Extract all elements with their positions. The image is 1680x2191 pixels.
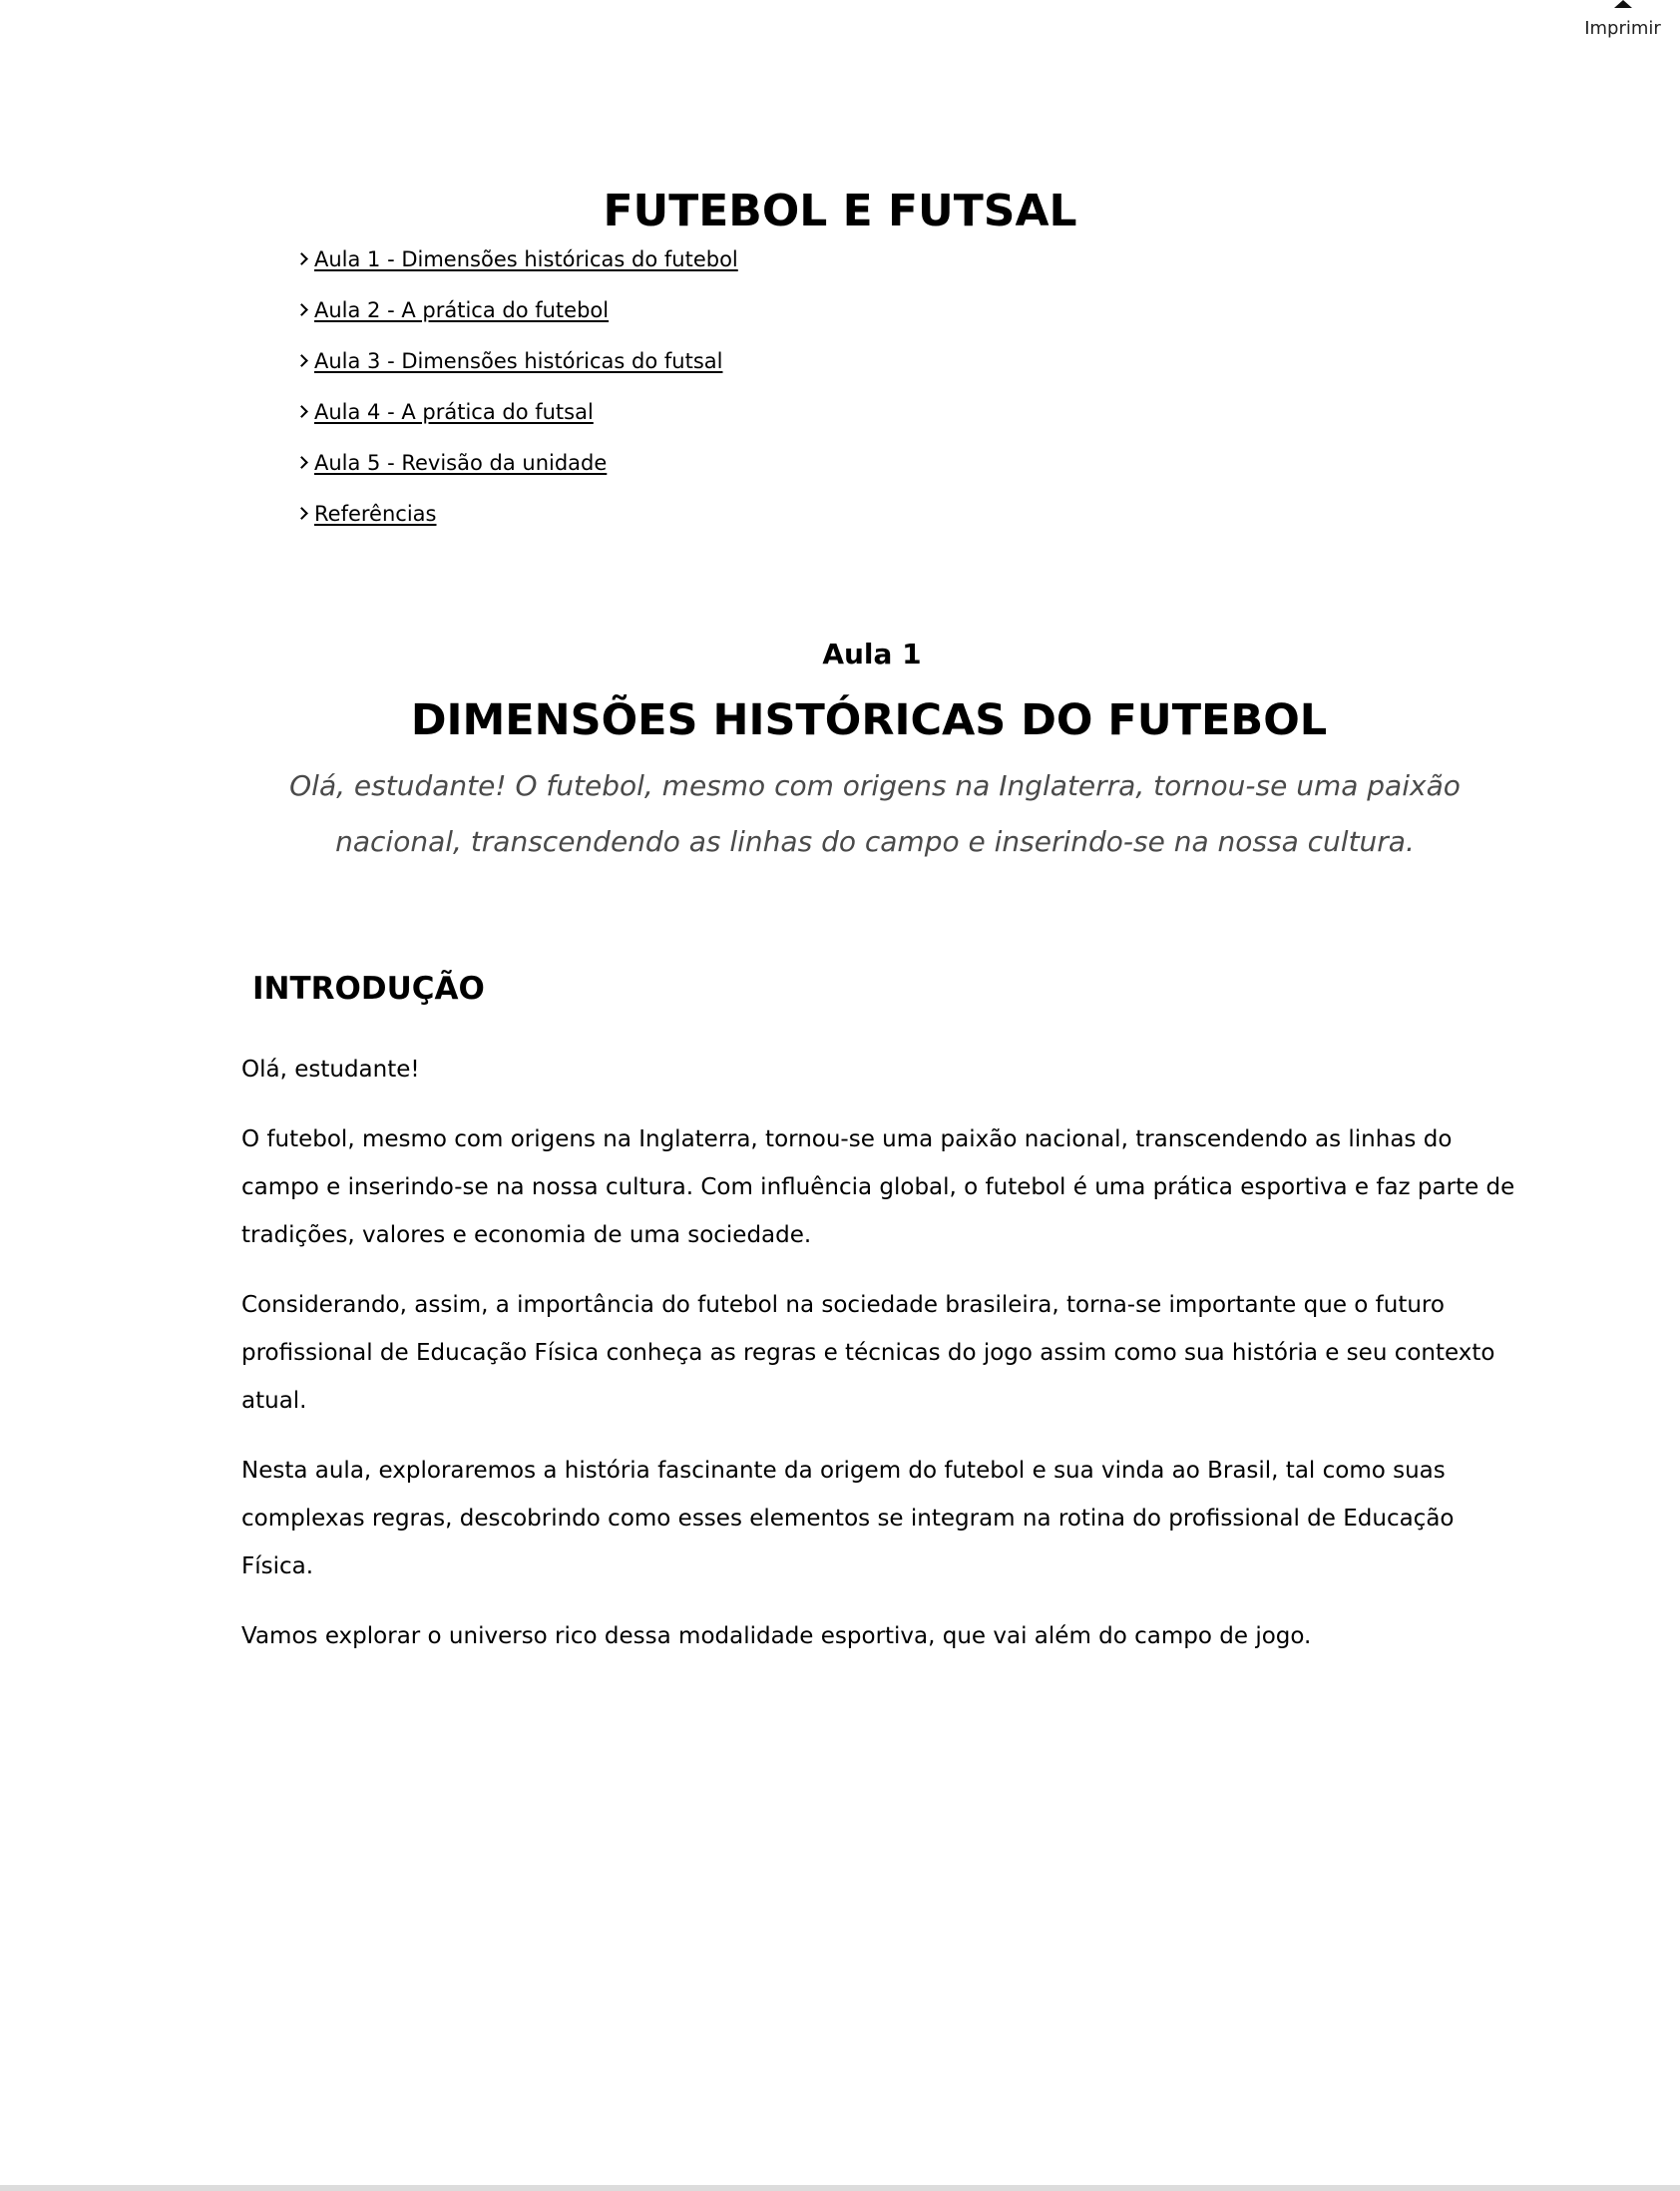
chevron-right-icon (295, 405, 308, 418)
bottom-bar (0, 2185, 1680, 2191)
intro-paragraph: Nesta aula, exploraremos a história fascinante da origem do futebol e sua vinda ao Brasil, tal como suas complexas regras, descobrindo como esses elementos se integram na rotina do profissional de Educação Física. (241, 1458, 1455, 1579)
course-title: FUTEBOL E FUTSAL (603, 186, 1077, 236)
lesson-label: Aula 1 (822, 638, 922, 670)
lesson-subtitle: Olá, estudante! O futebol, mesmo com origens na Inglaterra, tornou-se uma paixão nacional, transcendendo as linhas do campo e inserindo-se na nossa cultura. (289, 769, 1461, 858)
toc-item-aula-3 (297, 343, 738, 394)
toc-item-aula-5 (297, 445, 738, 496)
toc-item-referencias (297, 496, 738, 547)
toc-item-aula-2 (297, 292, 738, 343)
toc-item-aula-1 (297, 241, 738, 292)
toc-link-aula-1[interactable]: Aula 1 - Dimensões históricas do futebol (314, 247, 738, 271)
toc-link-aula-5[interactable]: Aula 5 - Revisão da unidade (314, 451, 608, 475)
intro-paragraph: Considerando, assim, a importância do futebol na sociedade brasileira, torna-se importante que o futuro profissional de Educação Física conheça as regras e técnicas do jogo assim como sua história e seu contexto atual. (241, 1292, 1495, 1414)
intro-paragraph: Vamos explorar o universo rico dessa modalidade esportiva, que vai além do campo de jogo. (241, 1623, 1312, 1649)
toc-item-aula-4 (297, 394, 738, 445)
intro-paragraph: O futebol, mesmo com origens na Inglaterra, tornou-se uma paixão nacional, transcendendo as linhas do campo e inserindo-se na nossa cultura. Com influência global, o futebol é uma prática esportiva e faz parte de tradições, valores e economia de uma sociedade. (241, 1126, 1515, 1248)
toc-link-aula-2[interactable]: Aula 2 - A prática do futebol (314, 298, 610, 322)
print-button[interactable] (1575, 0, 1670, 44)
section-heading-introducao: INTRODUÇÃO (252, 971, 485, 1007)
print-label: Imprimir (1584, 18, 1661, 39)
chevron-right-icon (295, 456, 308, 469)
table-of-contents (297, 241, 738, 547)
chevron-right-icon (295, 252, 308, 265)
intro-body (241, 1046, 1518, 1682)
chevron-right-icon (295, 303, 308, 316)
toc-link-aula-3[interactable]: Aula 3 - Dimensões históricas do futsal (314, 349, 723, 373)
chevron-right-icon (295, 507, 308, 520)
chevron-right-icon (295, 354, 308, 367)
arrow-up-icon (1614, 0, 1632, 8)
toc-link-referencias[interactable]: Referências (314, 502, 437, 526)
lesson-title: DIMENSÕES HISTÓRICAS DO FUTEBOL (410, 695, 1328, 745)
intro-paragraph: Olá, estudante! (241, 1057, 420, 1083)
toc-link-aula-4[interactable]: Aula 4 - A prática do futsal (314, 400, 594, 424)
